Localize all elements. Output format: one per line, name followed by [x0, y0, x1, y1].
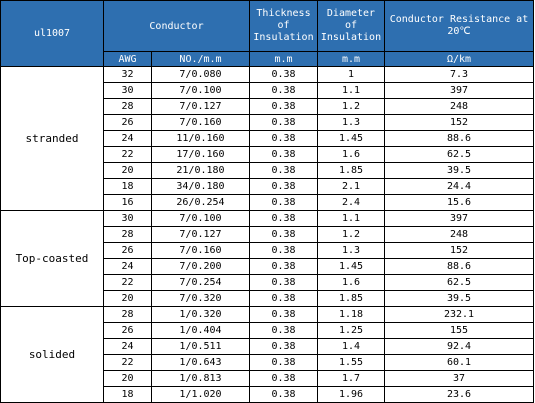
thickness-cell: 0.38: [250, 323, 318, 339]
resistance-cell: 397: [385, 211, 534, 227]
thickness-cell: 0.38: [250, 339, 318, 355]
thickness-cell: 0.38: [250, 307, 318, 323]
awg-header: AWG: [104, 52, 152, 67]
thickness-unit: m.m: [250, 52, 318, 67]
diameter-cell: 1: [318, 67, 385, 83]
strand-cell: 7/0.127: [152, 99, 250, 115]
resistance-header: Conductor Resistance at 20℃: [385, 1, 534, 52]
diameter-cell: 1.3: [318, 115, 385, 131]
diameter-cell: 1.45: [318, 131, 385, 147]
diameter-cell: 1.2: [318, 227, 385, 243]
awg-cell: 24: [104, 131, 152, 147]
awg-cell: 22: [104, 275, 152, 291]
resistance-cell: 37: [385, 371, 534, 387]
awg-cell: 28: [104, 227, 152, 243]
diameter-cell: 1.1: [318, 83, 385, 99]
resistance-cell: 62.5: [385, 275, 534, 291]
awg-cell: 16: [104, 195, 152, 211]
strand-cell: 21/0.180: [152, 163, 250, 179]
thickness-cell: 0.38: [250, 179, 318, 195]
resistance-cell: 15.6: [385, 195, 534, 211]
thickness-header: Thickness of Insulation: [250, 1, 318, 52]
resistance-cell: 24.4: [385, 179, 534, 195]
resistance-cell: 155: [385, 323, 534, 339]
resistance-cell: 23.6: [385, 387, 534, 403]
table-body: [1, 67, 534, 403]
strand-cell: 7/0.160: [152, 243, 250, 259]
table-row: [1, 67, 534, 83]
no-mm-header: NO./m.m: [152, 52, 250, 67]
strand-cell: 7/0.160: [152, 115, 250, 131]
diameter-unit: m.m: [318, 52, 385, 67]
awg-cell: 20: [104, 163, 152, 179]
thickness-cell: 0.38: [250, 67, 318, 83]
resistance-cell: 7.3: [385, 67, 534, 83]
table-row: [1, 307, 534, 323]
resistance-cell: 248: [385, 99, 534, 115]
diameter-cell: 1.18: [318, 307, 385, 323]
thickness-cell: 0.38: [250, 83, 318, 99]
resistance-cell: 62.5: [385, 147, 534, 163]
strand-cell: 1/0.320: [152, 307, 250, 323]
diameter-cell: 1.85: [318, 163, 385, 179]
thickness-cell: 0.38: [250, 115, 318, 131]
thickness-cell: 0.38: [250, 275, 318, 291]
awg-cell: 26: [104, 115, 152, 131]
awg-cell: 26: [104, 243, 152, 259]
diameter-cell: 1.7: [318, 371, 385, 387]
awg-cell: 32: [104, 67, 152, 83]
thickness-cell: 0.38: [250, 147, 318, 163]
awg-cell: 22: [104, 147, 152, 163]
thickness-cell: 0.38: [250, 131, 318, 147]
strand-cell: 1/0.404: [152, 323, 250, 339]
thickness-cell: 0.38: [250, 243, 318, 259]
thickness-cell: 0.38: [250, 163, 318, 179]
thickness-cell: 0.38: [250, 211, 318, 227]
awg-cell: 20: [104, 371, 152, 387]
strand-cell: 7/0.200: [152, 259, 250, 275]
diameter-header: Diameter of Insulation: [318, 1, 385, 52]
resistance-unit: Ω/km: [385, 52, 534, 67]
thickness-cell: 0.38: [250, 227, 318, 243]
strand-cell: 34/0.180: [152, 179, 250, 195]
awg-cell: 26: [104, 323, 152, 339]
diameter-cell: 1.6: [318, 147, 385, 163]
thickness-cell: 0.38: [250, 195, 318, 211]
awg-cell: 28: [104, 99, 152, 115]
diameter-cell: 2.1: [318, 179, 385, 195]
resistance-cell: 88.6: [385, 131, 534, 147]
strand-cell: 1/1.020: [152, 387, 250, 403]
awg-cell: 22: [104, 355, 152, 371]
awg-cell: 28: [104, 307, 152, 323]
diameter-cell: 1.2: [318, 99, 385, 115]
thickness-cell: 0.38: [250, 99, 318, 115]
diameter-cell: 1.96: [318, 387, 385, 403]
resistance-cell: 152: [385, 243, 534, 259]
strand-cell: 11/0.160: [152, 131, 250, 147]
awg-cell: 18: [104, 179, 152, 195]
strand-cell: 7/0.127: [152, 227, 250, 243]
resistance-cell: 152: [385, 115, 534, 131]
strand-cell: 7/0.080: [152, 67, 250, 83]
diameter-cell: 1.25: [318, 323, 385, 339]
strand-cell: 1/0.511: [152, 339, 250, 355]
table-row: [1, 211, 534, 227]
thickness-cell: 0.38: [250, 371, 318, 387]
conductor-header: Conductor: [104, 1, 250, 52]
resistance-cell: 248: [385, 227, 534, 243]
resistance-cell: 232.1: [385, 307, 534, 323]
strand-cell: 7/0.100: [152, 83, 250, 99]
thickness-cell: 0.38: [250, 291, 318, 307]
group-label: Top-coasted: [1, 211, 104, 307]
diameter-cell: 1.4: [318, 339, 385, 355]
awg-cell: 18: [104, 387, 152, 403]
thickness-cell: 0.38: [250, 259, 318, 275]
thickness-cell: 0.38: [250, 387, 318, 403]
diameter-cell: 1.6: [318, 275, 385, 291]
diameter-cell: 1.85: [318, 291, 385, 307]
strand-cell: 7/0.100: [152, 211, 250, 227]
diameter-cell: 1.3: [318, 243, 385, 259]
resistance-cell: 88.6: [385, 259, 534, 275]
diameter-cell: 2.4: [318, 195, 385, 211]
strand-cell: 26/0.254: [152, 195, 250, 211]
diameter-cell: 1.55: [318, 355, 385, 371]
awg-cell: 20: [104, 291, 152, 307]
thickness-cell: 0.38: [250, 355, 318, 371]
strand-cell: 7/0.254: [152, 275, 250, 291]
resistance-cell: 92.4: [385, 339, 534, 355]
awg-cell: 30: [104, 211, 152, 227]
awg-cell: 30: [104, 83, 152, 99]
group-label: stranded: [1, 67, 104, 211]
resistance-cell: 60.1: [385, 355, 534, 371]
strand-cell: 1/0.643: [152, 355, 250, 371]
resistance-cell: 397: [385, 83, 534, 99]
awg-cell: 24: [104, 259, 152, 275]
resistance-cell: 39.5: [385, 163, 534, 179]
strand-cell: 7/0.320: [152, 291, 250, 307]
awg-cell: 24: [104, 339, 152, 355]
diameter-cell: 1.45: [318, 259, 385, 275]
group-label: solided: [1, 307, 104, 403]
strand-cell: 1/0.813: [152, 371, 250, 387]
diameter-cell: 1.1: [318, 211, 385, 227]
strand-cell: 17/0.160: [152, 147, 250, 163]
model-header: ul1007: [1, 1, 104, 67]
resistance-cell: 39.5: [385, 291, 534, 307]
